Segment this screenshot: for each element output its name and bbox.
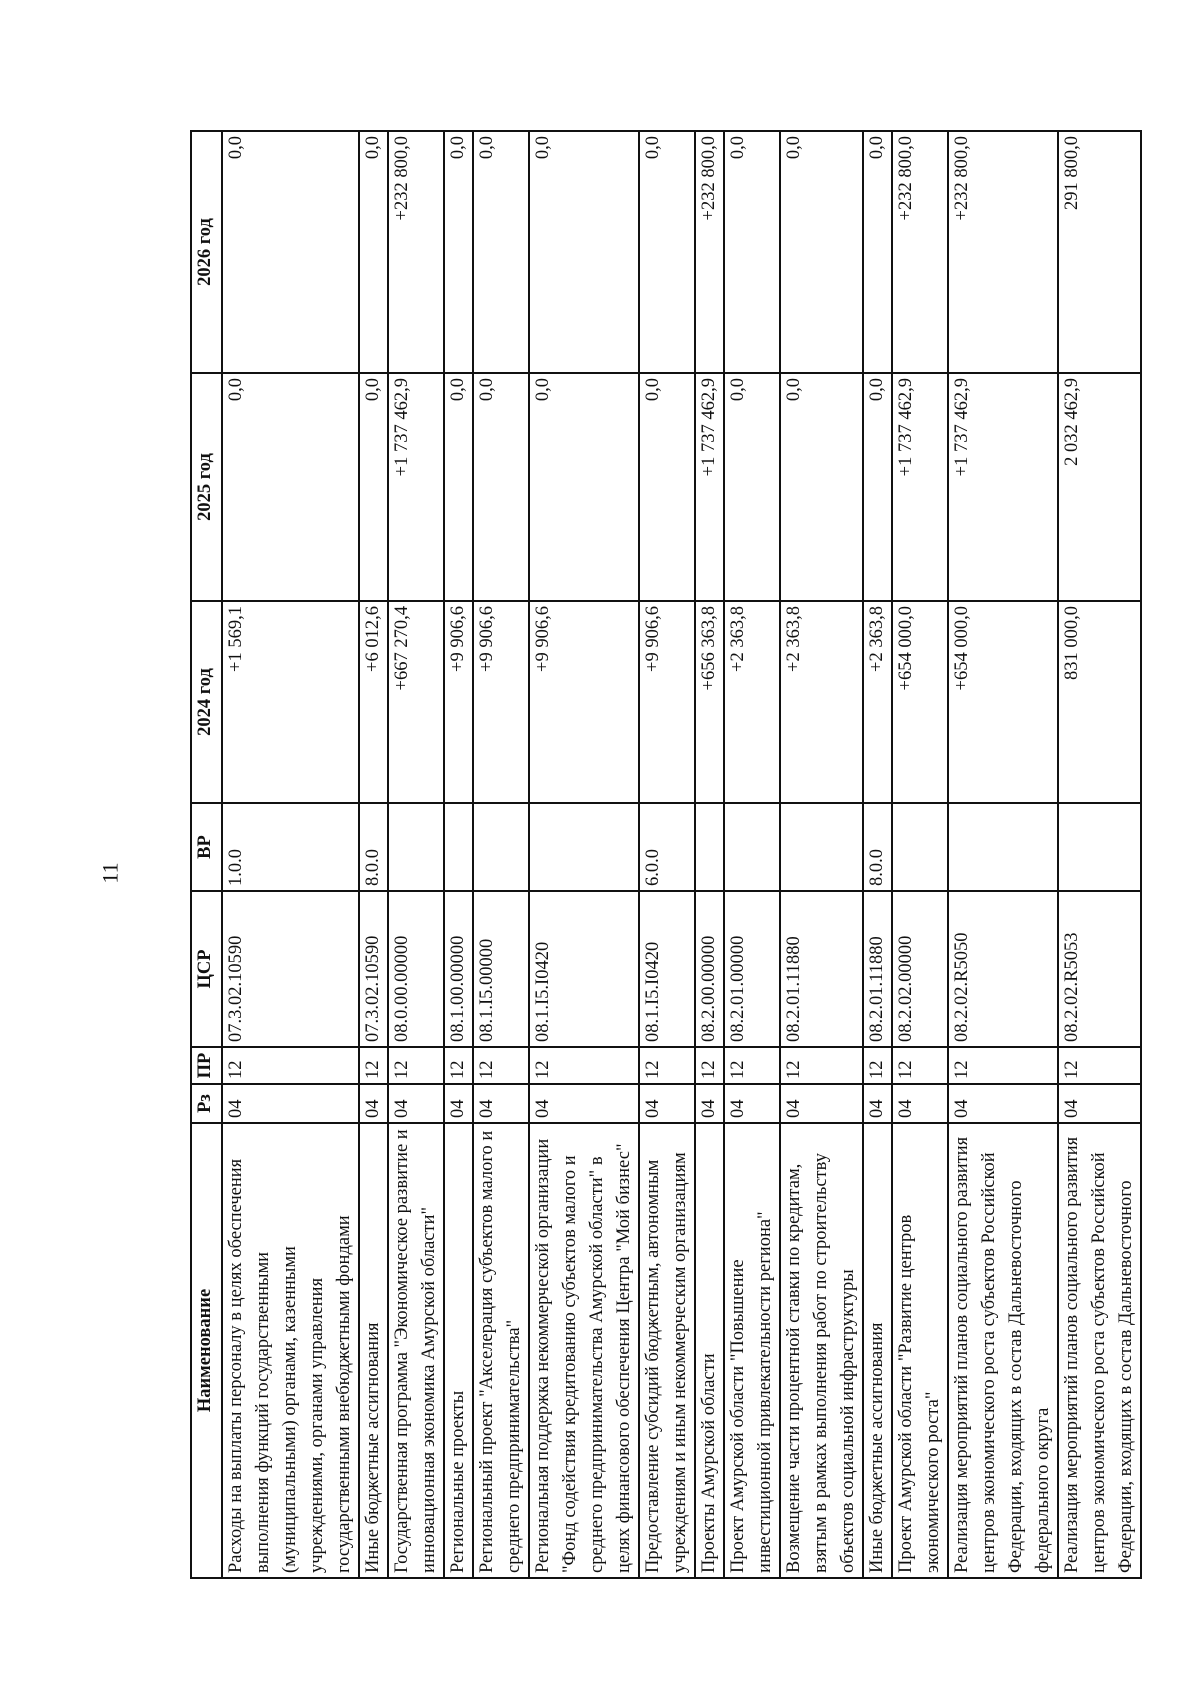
table-row	[529, 131, 639, 1578]
header-2025: 2025 год	[191, 373, 222, 601]
cell-2025: 0,0	[780, 373, 863, 601]
cell-csr: 08.2.02.00000	[892, 891, 948, 1047]
cell-vr: 1.0.0	[222, 803, 359, 891]
cell-pr: 12	[639, 1047, 695, 1084]
table-body	[222, 131, 1141, 1578]
cell-2024: +656 363,8	[695, 601, 724, 803]
cell-2025: +1 737 462,9	[695, 373, 724, 601]
cell-csr: 08.2.02.R5053	[1058, 891, 1141, 1047]
cell-vr	[695, 803, 724, 891]
cell-csr: 08.2.00.00000	[695, 891, 724, 1047]
cell-rz: 04	[529, 1084, 639, 1123]
cell-pr: 12	[222, 1047, 359, 1084]
cell-pr: 12	[863, 1047, 892, 1084]
cell-2025: 0,0	[222, 373, 359, 601]
cell-2026: +232 800,0	[948, 131, 1058, 373]
cell-pr: 12	[529, 1047, 639, 1084]
budget-table	[190, 130, 1142, 1579]
cell-name: Реализация мероприятий планов социального развития центров экономического роста субъектов Российской Федерации, входящих в состав Дальневосточного федерального округа	[948, 1123, 1058, 1578]
cell-2026: 0,0	[444, 131, 473, 373]
cell-csr: 07.3.02.10590	[359, 891, 388, 1047]
cell-2026: +232 800,0	[388, 131, 444, 373]
cell-2024: +667 270,4	[388, 601, 444, 803]
cell-rz: 04	[359, 1084, 388, 1123]
page-number: 11	[97, 862, 123, 884]
cell-pr: 12	[892, 1047, 948, 1084]
cell-2025: +1 737 462,9	[388, 373, 444, 601]
cell-csr: 08.2.01.11880	[780, 891, 863, 1047]
cell-2024: 831 000,0	[1058, 601, 1141, 803]
cell-2024: +6 012,6	[359, 601, 388, 803]
cell-2026: +232 800,0	[892, 131, 948, 373]
cell-2024: +2 363,8	[863, 601, 892, 803]
table-row	[724, 131, 780, 1578]
cell-2026: 0,0	[863, 131, 892, 373]
cell-2026: +232 800,0	[695, 131, 724, 373]
cell-2024: +654 000,0	[948, 601, 1058, 803]
table-row	[892, 131, 948, 1578]
cell-2026: 0,0	[473, 131, 529, 373]
cell-2025: 0,0	[724, 373, 780, 601]
cell-rz: 04	[1058, 1084, 1141, 1123]
cell-2024: +9 906,6	[529, 601, 639, 803]
table-row	[388, 131, 444, 1578]
header-name: Наименование	[191, 1123, 222, 1578]
table-row	[444, 131, 473, 1578]
cell-2025: 0,0	[359, 373, 388, 601]
cell-pr: 12	[444, 1047, 473, 1084]
cell-csr: 08.1.I5.I0420	[529, 891, 639, 1047]
cell-csr: 08.1.00.00000	[444, 891, 473, 1047]
table-row	[1058, 131, 1141, 1578]
cell-2026: 0,0	[780, 131, 863, 373]
cell-vr	[780, 803, 863, 891]
header-2026: 2026 год	[191, 131, 222, 373]
cell-2024: +1 569,1	[222, 601, 359, 803]
cell-2026: 0,0	[529, 131, 639, 373]
table-row	[222, 131, 359, 1578]
cell-pr: 12	[780, 1047, 863, 1084]
cell-rz: 04	[695, 1084, 724, 1123]
table-row	[639, 131, 695, 1578]
cell-2024: +654 000,0	[892, 601, 948, 803]
table-row	[863, 131, 892, 1578]
cell-2026: 0,0	[639, 131, 695, 373]
cell-name: Проект Амурской области "Повышение инвестиционной привлекательности региона"	[724, 1123, 780, 1578]
cell-name: Возмещение части процентной ставки по кредитам, взятым в рамках выполнения работ по строительству объектов социальной инфраструктуры	[780, 1123, 863, 1578]
cell-csr: 08.2.02.R5050	[948, 891, 1058, 1047]
cell-2025: 2 032 462,9	[1058, 373, 1141, 601]
cell-name: Предоставление субсидий бюджетным, автономным учреждениям и иным некоммерческим организациям	[639, 1123, 695, 1578]
cell-2026: 0,0	[359, 131, 388, 373]
cell-pr: 12	[388, 1047, 444, 1084]
cell-name: Региональные проекты	[444, 1123, 473, 1578]
cell-name: Иные бюджетные ассигнования	[863, 1123, 892, 1578]
cell-name: Иные бюджетные ассигнования	[359, 1123, 388, 1578]
cell-vr	[948, 803, 1058, 891]
cell-2025: 0,0	[639, 373, 695, 601]
table-row	[473, 131, 529, 1578]
header-csr: ЦСР	[191, 891, 222, 1047]
header-rz: Рз	[191, 1084, 222, 1123]
cell-2025: +1 737 462,9	[892, 373, 948, 601]
cell-vr	[1058, 803, 1141, 891]
cell-2024: +9 906,6	[639, 601, 695, 803]
cell-csr: 08.1.I5.00000	[473, 891, 529, 1047]
cell-rz: 04	[724, 1084, 780, 1123]
cell-name: Реализация мероприятий планов социального развития центров экономического роста субъектов Российской Федерации, входящих в состав Дальневосточного	[1058, 1123, 1141, 1578]
cell-csr: 08.2.01.00000	[724, 891, 780, 1047]
cell-name: Региональная поддержка некоммерческой организации "Фонд содействия кредитованию субъектов малого и среднего предпринимательства Амурской области" в целях финансового обеспечения Центра "Мой бизнес"	[529, 1123, 639, 1578]
cell-2024: +9 906,6	[444, 601, 473, 803]
cell-pr: 12	[359, 1047, 388, 1084]
cell-name: Государственная программа "Экономическое развитие и инновационная экономика Амурской области"	[388, 1123, 444, 1578]
cell-csr: 08.2.01.11880	[863, 891, 892, 1047]
cell-rz: 04	[473, 1084, 529, 1123]
cell-2024: +9 906,6	[473, 601, 529, 803]
cell-rz: 04	[892, 1084, 948, 1123]
cell-pr: 12	[473, 1047, 529, 1084]
cell-2025: +1 737 462,9	[948, 373, 1058, 601]
header-pr: ПР	[191, 1047, 222, 1084]
cell-vr	[388, 803, 444, 891]
cell-2024: +2 363,8	[724, 601, 780, 803]
cell-vr	[529, 803, 639, 891]
cell-csr: 08.1.I5.I0420	[639, 891, 695, 1047]
cell-rz: 04	[863, 1084, 892, 1123]
cell-csr: 07.3.02.10590	[222, 891, 359, 1047]
table-row	[948, 131, 1058, 1578]
table-row	[695, 131, 724, 1578]
cell-vr: 8.0.0	[359, 803, 388, 891]
table-row	[780, 131, 863, 1578]
cell-rz: 04	[388, 1084, 444, 1123]
cell-rz: 04	[444, 1084, 473, 1123]
cell-2026: 0,0	[222, 131, 359, 373]
cell-rz: 04	[222, 1084, 359, 1123]
cell-2025: 0,0	[444, 373, 473, 601]
rotated-table-container	[190, 132, 1136, 1579]
cell-pr: 12	[695, 1047, 724, 1084]
cell-2025: 0,0	[863, 373, 892, 601]
cell-name: Проекты Амурской области	[695, 1123, 724, 1578]
cell-vr: 6.0.0	[639, 803, 695, 891]
cell-vr	[473, 803, 529, 891]
table-row	[359, 131, 388, 1578]
cell-2025: 0,0	[529, 373, 639, 601]
cell-rz: 04	[780, 1084, 863, 1123]
cell-2026: 291 800,0	[1058, 131, 1141, 373]
cell-name: Проект Амурской области "Развитие центров экономического роста"	[892, 1123, 948, 1578]
cell-vr	[892, 803, 948, 891]
cell-2025: 0,0	[473, 373, 529, 601]
cell-vr	[444, 803, 473, 891]
cell-name: Региональный проект "Акселерация субъектов малого и среднего предпринимательства"	[473, 1123, 529, 1578]
cell-name: Расходы на выплаты персоналу в целях обеспечения выполнения функций государственными (муниципальными) органами, казенными учреждениями, органами управления государственными внебюджетными фондами	[222, 1123, 359, 1578]
table-header-row	[191, 131, 222, 1578]
cell-pr: 12	[724, 1047, 780, 1084]
header-2024: 2024 год	[191, 601, 222, 803]
header-vr: ВР	[191, 803, 222, 891]
cell-pr: 12	[948, 1047, 1058, 1084]
cell-csr: 08.0.00.00000	[388, 891, 444, 1047]
cell-2026: 0,0	[724, 131, 780, 373]
cell-pr: 12	[1058, 1047, 1141, 1084]
cell-rz: 04	[639, 1084, 695, 1123]
cell-2024: +2 363,8	[780, 601, 863, 803]
cell-vr: 8.0.0	[863, 803, 892, 891]
cell-vr	[724, 803, 780, 891]
cell-rz: 04	[948, 1084, 1058, 1123]
